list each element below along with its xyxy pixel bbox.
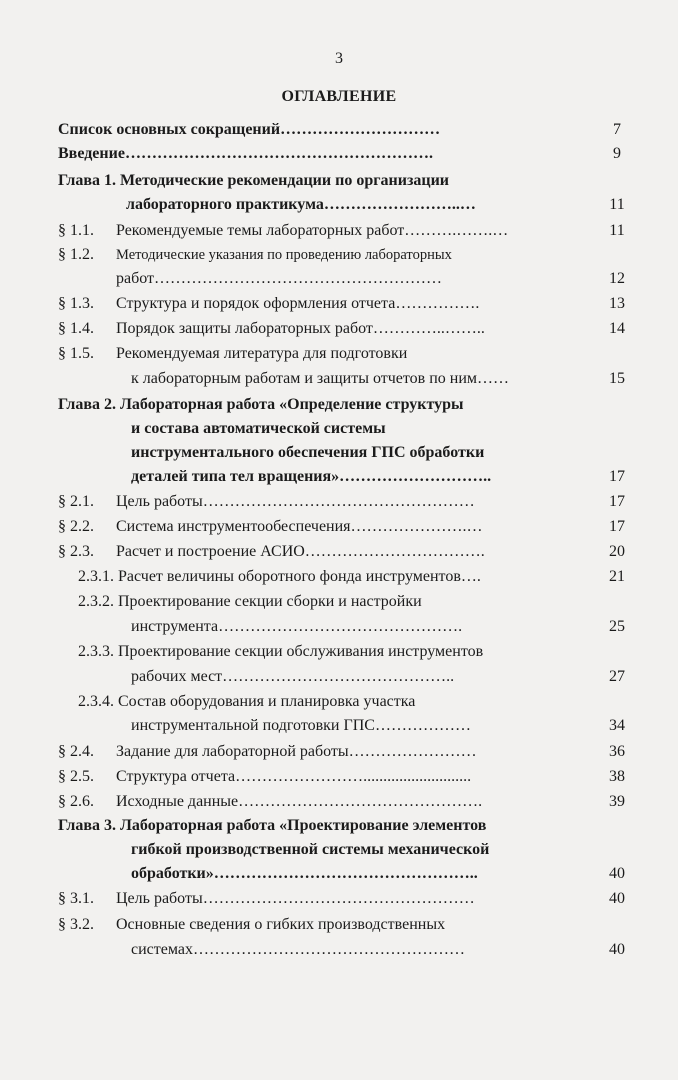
toc-section-1-4: Порядок защиты лабораторных работ…………..…….. xyxy=(116,320,485,337)
toc-section-number: § 2.6. xyxy=(58,793,94,810)
toc-chapter-2-title-cont: и состава автоматической системы xyxy=(131,420,386,437)
toc-page-2-1: 17 xyxy=(609,493,625,510)
toc-subsection-2-3-1: 2.3.1. Расчет величины оборотного фонда инструментов…. xyxy=(78,568,481,585)
toc-section-number: § 2.2. xyxy=(58,518,94,535)
toc-section-3-1: Цель работы…………………………………………… xyxy=(116,890,475,907)
toc-subsection-2-3-4: 2.3.4. Состав оборудования и планировка участка xyxy=(78,693,416,710)
toc-page-chapter-1: 11 xyxy=(609,196,625,213)
toc-section-number: § 2.1. xyxy=(58,493,94,510)
toc-section-number: § 1.3. xyxy=(58,295,94,312)
toc-page-1-2: 12 xyxy=(609,270,625,287)
toc-section-1-1: Рекомендуемые темы лабораторных работ……….…….… xyxy=(116,222,509,239)
toc-page-2-2: 17 xyxy=(609,518,625,535)
toc-section-2-6: Исходные данные………………………………………. xyxy=(116,793,483,810)
toc-page-2-5: 38 xyxy=(609,768,625,785)
toc-section-1-2-cont: работ……………………………………………… xyxy=(116,270,443,287)
toc-page-1-4: 14 xyxy=(609,320,625,337)
toc-page-introduction: 9 xyxy=(613,145,621,162)
toc-section-1-5-cont: к лабораторным работам и защиты отчетов по ним…… xyxy=(131,370,510,387)
toc-subsection-2-3-4-cont: инструментальной подготовки ГПС……………… xyxy=(131,717,471,734)
toc-chapter-2-title-cont: деталей типа тел вращения»……………………….. xyxy=(131,468,492,485)
toc-section-2-5: Структура отчета……………………........................... xyxy=(116,768,472,785)
toc-section-1-2: Методические указания по проведению лабораторных xyxy=(116,247,452,263)
toc-page-2-3-1: 21 xyxy=(609,568,625,585)
toc-chapter-3-title-cont: гибкой производственной системы механической xyxy=(131,841,490,858)
toc-section-number: § 2.3. xyxy=(58,543,94,560)
toc-page-1-1: 11 xyxy=(609,222,625,239)
toc-section-number: § 1.5. xyxy=(58,345,94,362)
toc-chapter-2-title-cont: инструментального обеспечения ГПС обработки xyxy=(131,444,485,461)
toc-entry-introduction: Введение…………………………………………………. xyxy=(58,145,433,162)
toc-subsection-2-3-2-cont: инструмента………………………………………. xyxy=(131,618,463,635)
toc-section-2-2: Система инструментообеспечения………………….… xyxy=(116,518,483,535)
toc-chapter-3-title-cont: обработки»………………………………………….. xyxy=(131,865,478,882)
toc-chapter-2-title: Глава 2. Лабораторная работа «Определение структуры xyxy=(58,396,464,413)
toc-section-3-2-cont: системах…………………………………………… xyxy=(131,941,465,958)
toc-page-chapter-3: 40 xyxy=(609,865,625,882)
toc-page-2-4: 36 xyxy=(609,743,625,760)
toc-page-3-1: 40 xyxy=(609,890,625,907)
toc-subsection-2-3-2: 2.3.2. Проектирование секции сборки и настройки xyxy=(78,593,422,610)
page-number: 3 xyxy=(335,50,343,67)
toc-page-2-3-3: 27 xyxy=(609,668,625,685)
toc-page-2-3-4: 34 xyxy=(609,717,625,734)
toc-section-number: § 2.4. xyxy=(58,743,94,760)
toc-page-1-3: 13 xyxy=(609,295,625,312)
toc-page-3-2: 40 xyxy=(609,941,625,958)
toc-chapter-1-title-cont: лабораторного практикума……………………..… xyxy=(126,196,476,213)
toc-section-number: § 2.5. xyxy=(58,768,94,785)
toc-section-3-2: Основные сведения о гибких производственных xyxy=(116,916,446,933)
toc-section-number: § 1.2. xyxy=(58,246,94,263)
toc-page-abbreviations: 7 xyxy=(613,121,621,138)
toc-chapter-1-title: Глава 1. Методические рекомендации по организации xyxy=(58,172,450,189)
toc-section-number: § 3.2. xyxy=(58,916,94,933)
toc-section-1-3: Структура и порядок оформления отчета……………. xyxy=(116,295,480,312)
toc-page-2-3-2: 25 xyxy=(609,618,625,635)
toc-page-2-3: 20 xyxy=(609,543,625,560)
toc-page-1-5: 15 xyxy=(609,370,625,387)
toc-section-number: § 1.1. xyxy=(58,222,94,239)
toc-section-number: § 1.4. xyxy=(58,320,94,337)
page-title: ОГЛАВЛЕНИЕ xyxy=(281,88,397,105)
toc-section-2-1: Цель работы…………………………………………… xyxy=(116,493,475,510)
toc-section-2-3: Расчет и построение АСИО……………………………. xyxy=(116,543,485,560)
toc-section-number: § 3.1. xyxy=(58,890,94,907)
toc-subsection-2-3-3: 2.3.3. Проектирование секции обслуживания инструментов xyxy=(78,643,484,660)
toc-page-chapter-2: 17 xyxy=(609,468,625,485)
toc-subsection-2-3-3-cont: рабочих мест…………………………………….. xyxy=(131,668,455,685)
toc-entry-abbreviations: Список основных сокращений………………………… xyxy=(58,121,441,138)
toc-page-2-6: 39 xyxy=(609,793,625,810)
toc-chapter-3-title: Глава 3. Лабораторная работа «Проектирование элементов xyxy=(58,817,487,834)
toc-section-1-5: Рекомендуемая литература для подготовки xyxy=(116,345,408,362)
toc-section-2-4: Задание для лабораторной работы…………………… xyxy=(116,743,477,760)
